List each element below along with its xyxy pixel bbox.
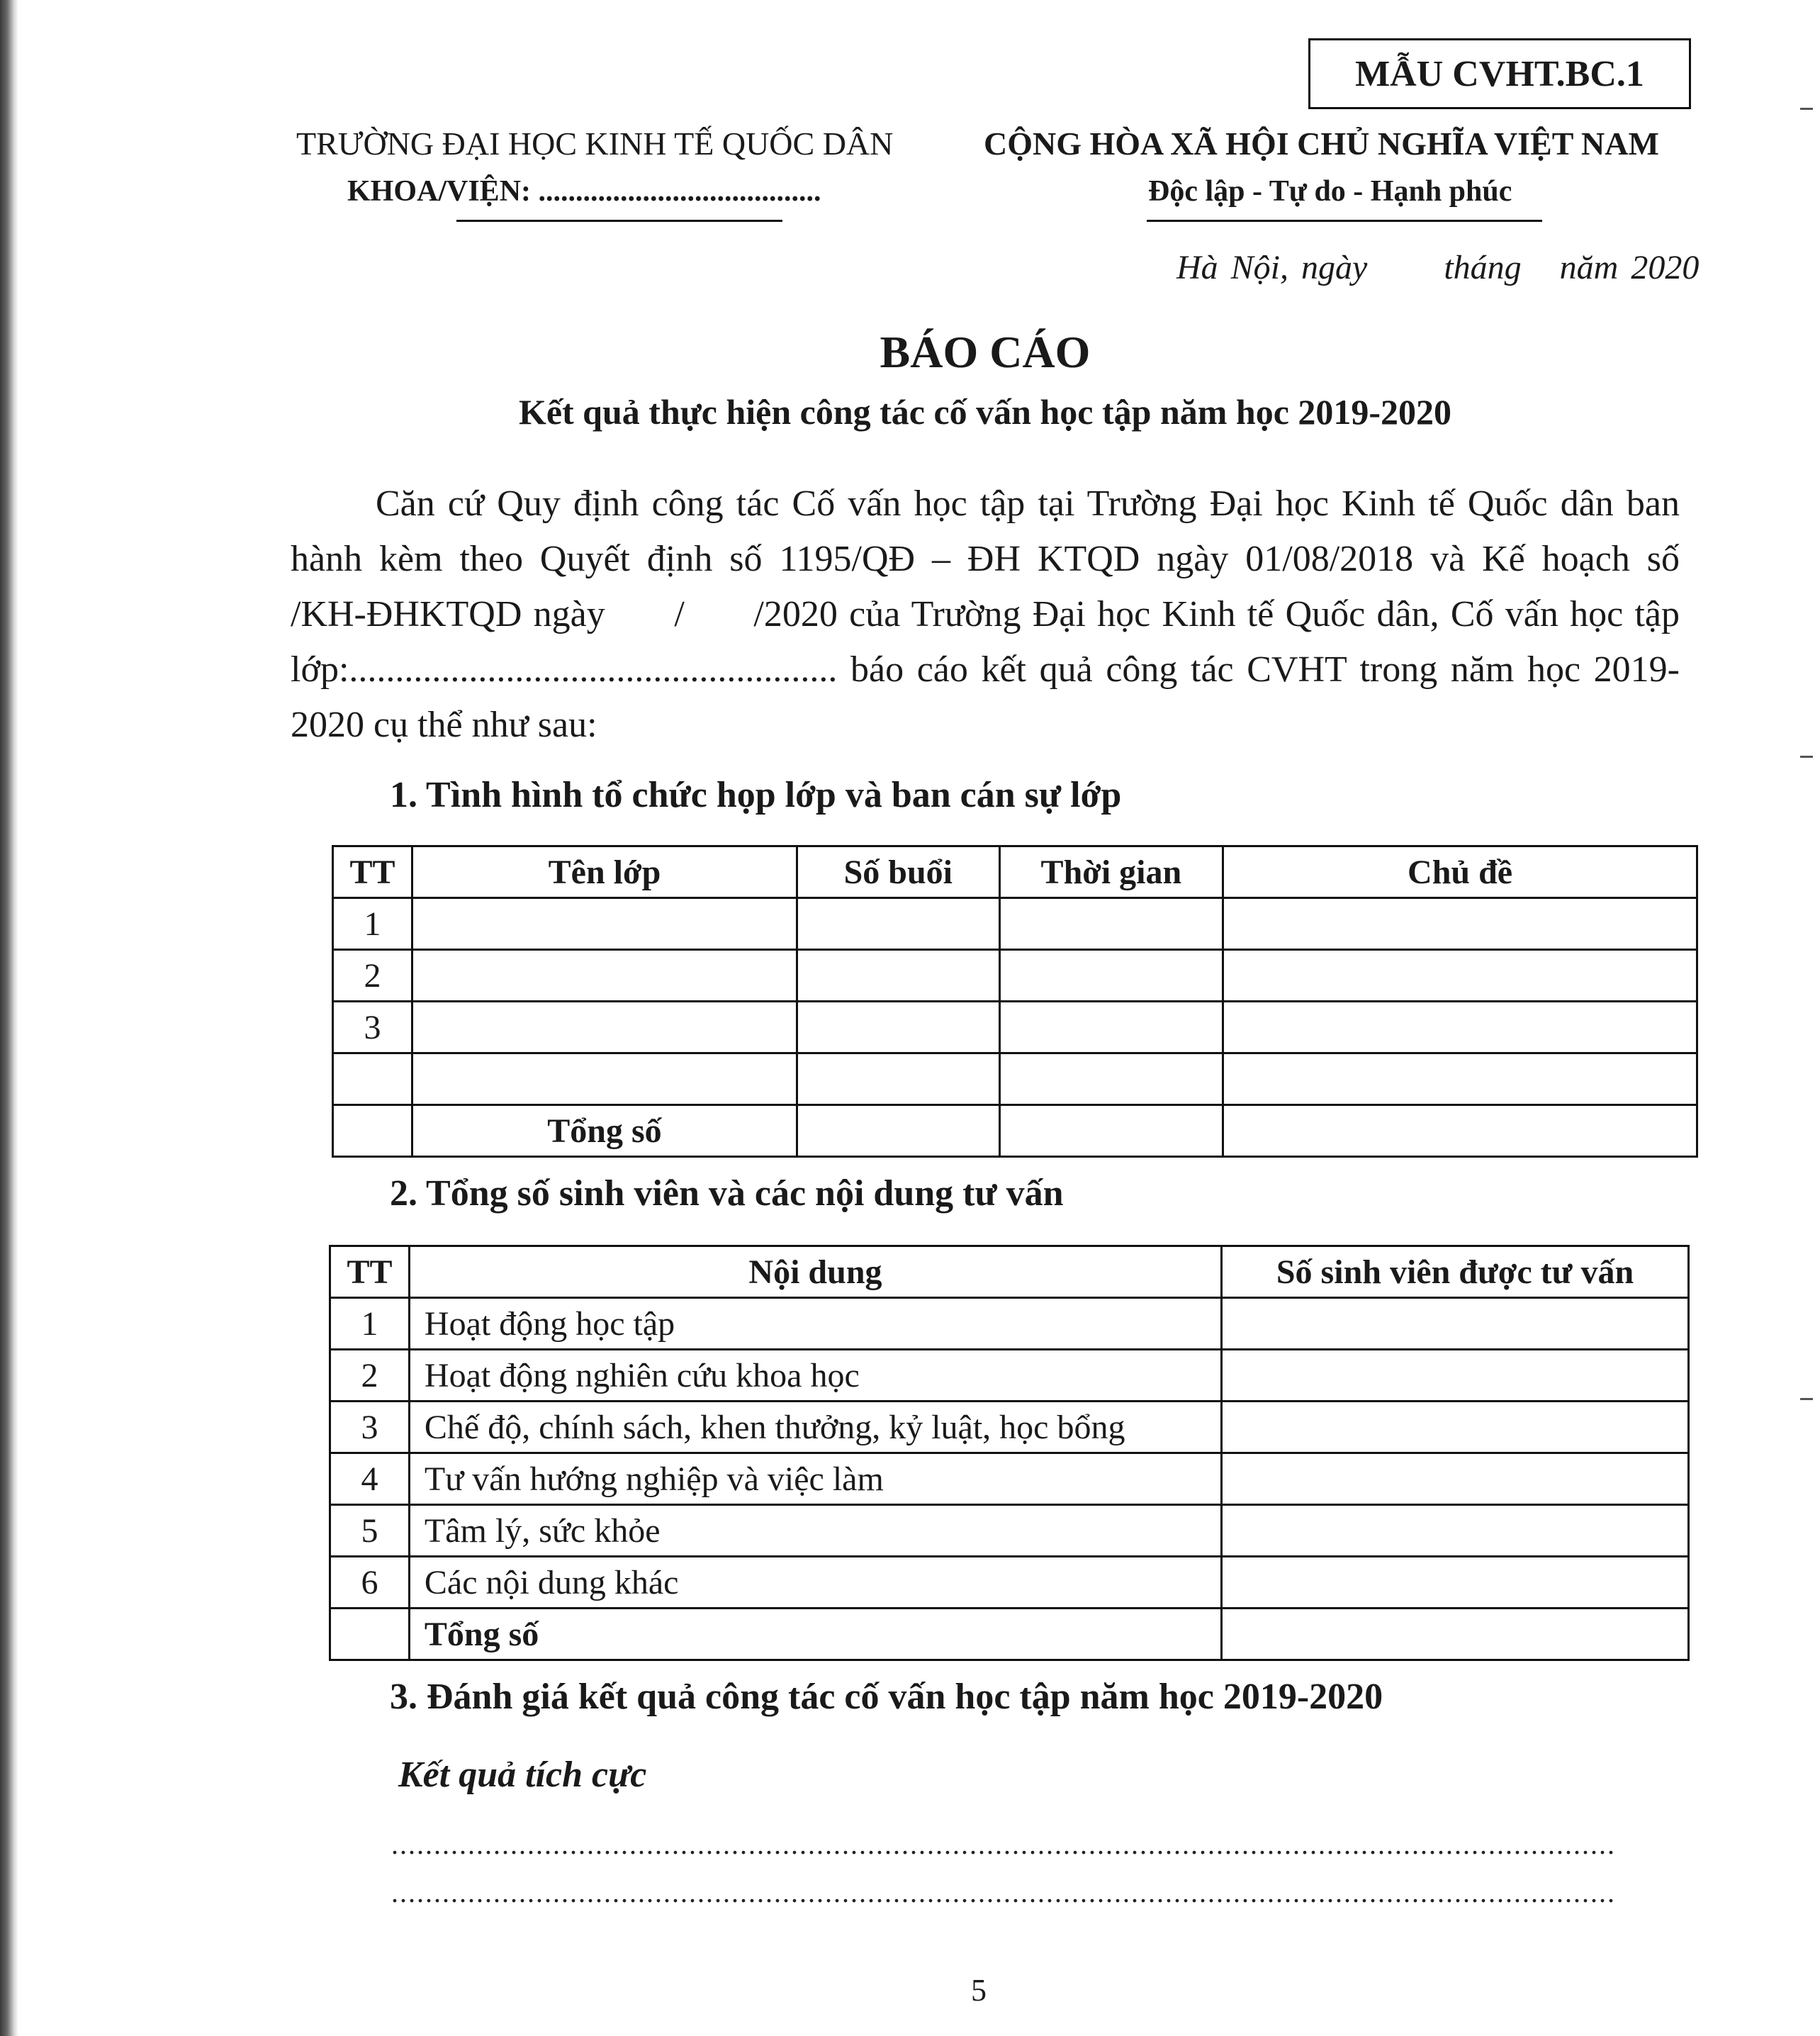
column-header: Số sinh viên được tư vấn: [1222, 1246, 1689, 1298]
section2-heading: 2. Tổng số sinh viên và các nội dung tư vấn: [390, 1173, 1064, 1214]
empty-cell[interactable]: [1223, 1053, 1697, 1105]
empty-cell[interactable]: [412, 898, 797, 950]
table-header-row: [333, 846, 1697, 898]
table-row: [333, 1002, 1697, 1053]
empty-cell[interactable]: [999, 1002, 1223, 1053]
empty-cell[interactable]: [797, 1053, 1000, 1105]
dotted-answer-line[interactable]: ................................................................................................................................................: [391, 1828, 1616, 1860]
scan-mark: [1800, 108, 1813, 110]
table-row: [330, 1557, 1689, 1609]
nation-name: CỘNG HÒA XÃ HỘI CHỦ NGHĨA VIỆT NAM: [984, 125, 1659, 162]
column-header: Số buổi: [797, 846, 1000, 898]
row-number: 3: [330, 1402, 410, 1453]
table-row: [330, 1453, 1689, 1505]
empty-cell[interactable]: [1222, 1402, 1689, 1453]
row-content: Hoạt động học tập: [409, 1298, 1221, 1350]
table-row: [330, 1350, 1689, 1402]
row-number: 5: [330, 1505, 410, 1557]
positive-results-label: Kết quả tích cực: [398, 1755, 647, 1795]
table-header-row: [330, 1246, 1689, 1298]
table-row: [330, 1298, 1689, 1350]
column-header: Nội dung: [409, 1246, 1221, 1298]
class-meeting-table: [332, 845, 1698, 1158]
row-number: 4: [330, 1453, 410, 1505]
row-content: Tâm lý, sức khỏe: [409, 1505, 1221, 1557]
empty-cell[interactable]: [797, 1105, 1000, 1157]
table-row: [333, 950, 1697, 1002]
header-right-rule: [1147, 220, 1542, 222]
empty-cell[interactable]: [1223, 1002, 1697, 1053]
column-header: Chủ đề: [1223, 846, 1697, 898]
empty-cell[interactable]: [412, 1053, 797, 1105]
column-header: TT: [333, 846, 412, 898]
header-left-rule: [456, 220, 782, 222]
empty-cell[interactable]: [999, 898, 1223, 950]
intro-paragraph: Căn cứ Quy định công tác Cố vấn học tập tại Trường Đại học Kinh tế Quốc dân ban hành kèm theo Quyết định số 1195/QĐ – ĐH KTQD ngày 01/08/2018 và Kế hoạch số /KH-ĐHKTQD ngày / /2020 của Trường Đại học Kinh tế Quốc dân, Cố vấn học tập lớp:..................................................... báo cáo kết quả công tác CVHT trong năm học 2019-2020 cụ thể như sau:: [291, 483, 1753, 745]
empty-cell[interactable]: [412, 1002, 797, 1053]
row-content: Các nội dung khác: [409, 1557, 1221, 1609]
empty-cell[interactable]: [1222, 1298, 1689, 1350]
row-content: Chế độ, chính sách, khen thưởng, kỷ luật, học bổng: [409, 1402, 1221, 1453]
empty-cell[interactable]: [797, 898, 1000, 950]
empty-cell: [330, 1609, 410, 1660]
national-motto: Độc lập - Tự do - Hạnh phúc: [1148, 175, 1512, 208]
row-number: 2: [333, 950, 412, 1002]
empty-cell[interactable]: [797, 950, 1000, 1002]
empty-cell[interactable]: [1222, 1557, 1689, 1609]
table-row: [330, 1402, 1689, 1453]
table-row: [333, 1053, 1697, 1105]
row-content: Hoạt động nghiên cứu khoa học: [409, 1350, 1221, 1402]
column-header: Thời gian: [999, 846, 1223, 898]
scan-mark: [1800, 1398, 1813, 1400]
scan-mark: [1800, 756, 1813, 758]
column-header: Tên lớp: [412, 846, 797, 898]
total-label: Tổng số: [409, 1609, 1221, 1660]
table-row: [333, 898, 1697, 950]
table-row: [330, 1505, 1689, 1557]
empty-cell[interactable]: [1222, 1609, 1689, 1660]
empty-cell[interactable]: [1222, 1505, 1689, 1557]
row-number: 1: [333, 898, 412, 950]
empty-cell[interactable]: [999, 1105, 1223, 1157]
report-title: BÁO CÁO: [880, 327, 1091, 377]
empty-cell[interactable]: [1222, 1350, 1689, 1402]
row-number: [333, 1053, 412, 1105]
section1-heading: 1. Tình hình tổ chức họp lớp và ban cán sự lớp: [390, 775, 1122, 815]
form-code-box: MẪU CVHT.BC.1: [1308, 38, 1691, 109]
row-number: 2: [330, 1350, 410, 1402]
row-number: 3: [333, 1002, 412, 1053]
counseling-table: [329, 1245, 1690, 1661]
empty-cell[interactable]: [1223, 898, 1697, 950]
row-number: 1: [330, 1298, 410, 1350]
table-total-row: [333, 1105, 1697, 1157]
column-header: TT: [330, 1246, 410, 1298]
row-number: 6: [330, 1557, 410, 1609]
total-label: Tổng số: [412, 1105, 797, 1157]
empty-cell[interactable]: [999, 950, 1223, 1002]
table-total-row: [330, 1609, 1689, 1660]
empty-cell[interactable]: [412, 950, 797, 1002]
empty-cell[interactable]: [999, 1053, 1223, 1105]
empty-cell[interactable]: [1223, 950, 1697, 1002]
dotted-answer-line[interactable]: ................................................................................................................................................: [391, 1876, 1616, 1908]
section3-heading: 3. Đánh giá kết quả công tác cố vấn học tập năm học 2019-2020: [390, 1677, 1383, 1717]
report-subtitle: Kết quả thực hiện công tác cố vấn học tập năm học 2019-2020: [518, 392, 1452, 432]
empty-cell[interactable]: [797, 1002, 1000, 1053]
empty-cell[interactable]: [1222, 1453, 1689, 1505]
empty-cell[interactable]: [1223, 1105, 1697, 1157]
date-line: Hà Nội, ngày tháng năm 2020: [1176, 249, 1700, 286]
faculty-field: KHOA/VIỆN: ......................................: [347, 175, 821, 208]
empty-cell: [333, 1105, 412, 1157]
row-content: Tư vấn hướng nghiệp và việc làm: [409, 1453, 1221, 1505]
school-name: TRƯỜNG ĐẠI HỌC KINH TẾ QUỐC DÂN: [296, 125, 894, 162]
page-number: 5: [971, 1973, 987, 2008]
